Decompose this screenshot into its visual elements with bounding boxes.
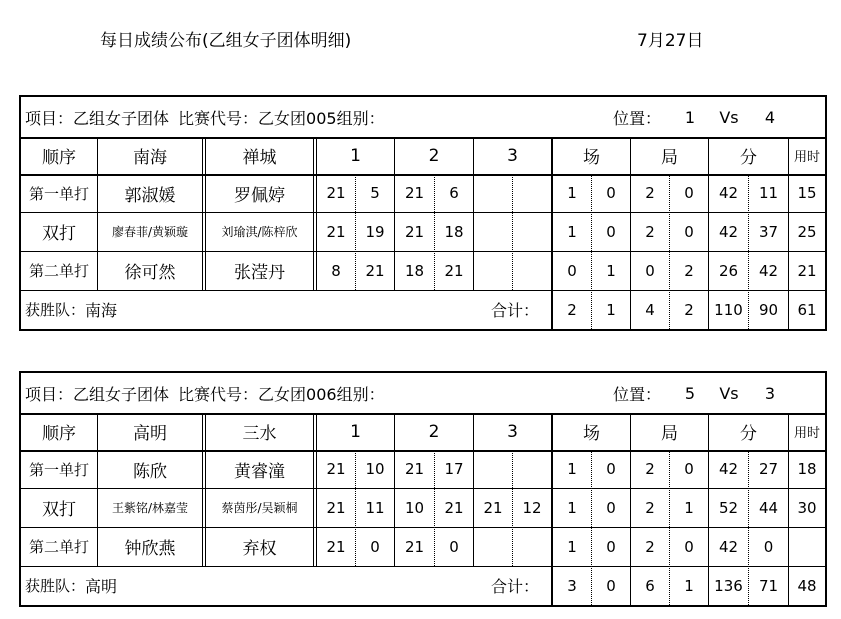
table-row: 双打 王紫铭/林嘉莹 蔡茵彤/吴颖桐 21 11 10 21 21 12 1 0 2 1 52 44 30: [21, 488, 825, 528]
match-table: [19, 371, 827, 607]
player-a: 陈欣: [133, 461, 167, 482]
position-a: 1: [684, 107, 696, 127]
page-title: 每日成绩公布(乙组女子团体明细): [100, 31, 352, 51]
total-row: 获胜队： 高明 合计： 3 0 6 1 136 71 48: [21, 566, 825, 605]
player-b: 张滢丹: [234, 263, 285, 283]
team-a-name: 南海: [133, 148, 167, 168]
player-b: 刘瑜淇/陈梓欣: [221, 225, 298, 239]
player-a: 钟欣燕: [124, 539, 176, 559]
player-a: 徐可然: [124, 263, 176, 283]
column-header-row: 顺序 南海 禅城 1 2 3 场 局 分 用时: [21, 137, 825, 176]
player-a: 王紫铭/林嘉莹: [111, 501, 189, 515]
match-table: [19, 95, 827, 331]
position-a: 5: [684, 383, 696, 403]
player-b: 弃权: [242, 539, 277, 559]
position-b: 4: [764, 107, 776, 127]
team-b-name: 禅城: [242, 148, 277, 168]
team-b-name: 三水: [242, 424, 277, 444]
table-row: 第二单打 钟欣燕 弃权 21 0 21 0 1 0 2 0 42 0: [21, 527, 825, 567]
position-b: 3: [764, 383, 776, 403]
column-header-row: 顺序 高明 三水 1 2 3 场 局 分 用时: [21, 413, 825, 452]
project-name: 乙组女子团体: [73, 108, 170, 128]
page-date: 7月27日: [637, 31, 704, 51]
vs-label: Vs: [719, 107, 739, 127]
team-a-name: 高明: [133, 424, 167, 444]
winner-team: 高明: [85, 577, 118, 596]
winner-team: 南海: [85, 301, 118, 320]
match-code: 乙女团006: [258, 384, 337, 404]
player-b: 罗佩婷: [234, 185, 285, 206]
total-row: 获胜队： 南海 合计： 2 1 4 2 110 90 61: [21, 290, 825, 329]
vs-label: Vs: [719, 383, 739, 403]
player-b: 蔡茵彤/吴颖桐: [221, 501, 298, 515]
project-name: 乙组女子团体: [73, 384, 170, 404]
table-row: 双打 廖春菲/黄颖璇 刘瑜淇/陈梓欣 21 19 21 18 1 0 2 0 42 37 25: [21, 212, 825, 252]
match-info-row: 项目： 乙组女子团体 比赛代号： 乙女团005 组别： 位置： 1 Vs 4: [21, 97, 825, 139]
table-row: 第二单打 徐可然 张滢丹 8 21 18 21 0 1 0 2 26 42 21: [21, 251, 825, 291]
player-b: 黄睿潼: [234, 461, 285, 482]
player-a: 郭淑媛: [124, 185, 176, 206]
player-a: 廖春菲/黄颖璇: [111, 225, 189, 239]
table-row: 第一单打 陈欣 黄睿潼 21 10 21 17 1 0 2 0 42 27 18: [21, 450, 825, 489]
match-code: 乙女团005: [258, 108, 337, 128]
table-row: 第一单打 郭淑媛 罗佩婷 21 5 21 6 1 0 2 0 42 11 15: [21, 174, 825, 213]
match-info-row: 项目： 乙组女子团体 比赛代号： 乙女团006 组别： 位置： 5 Vs 3: [21, 373, 825, 415]
